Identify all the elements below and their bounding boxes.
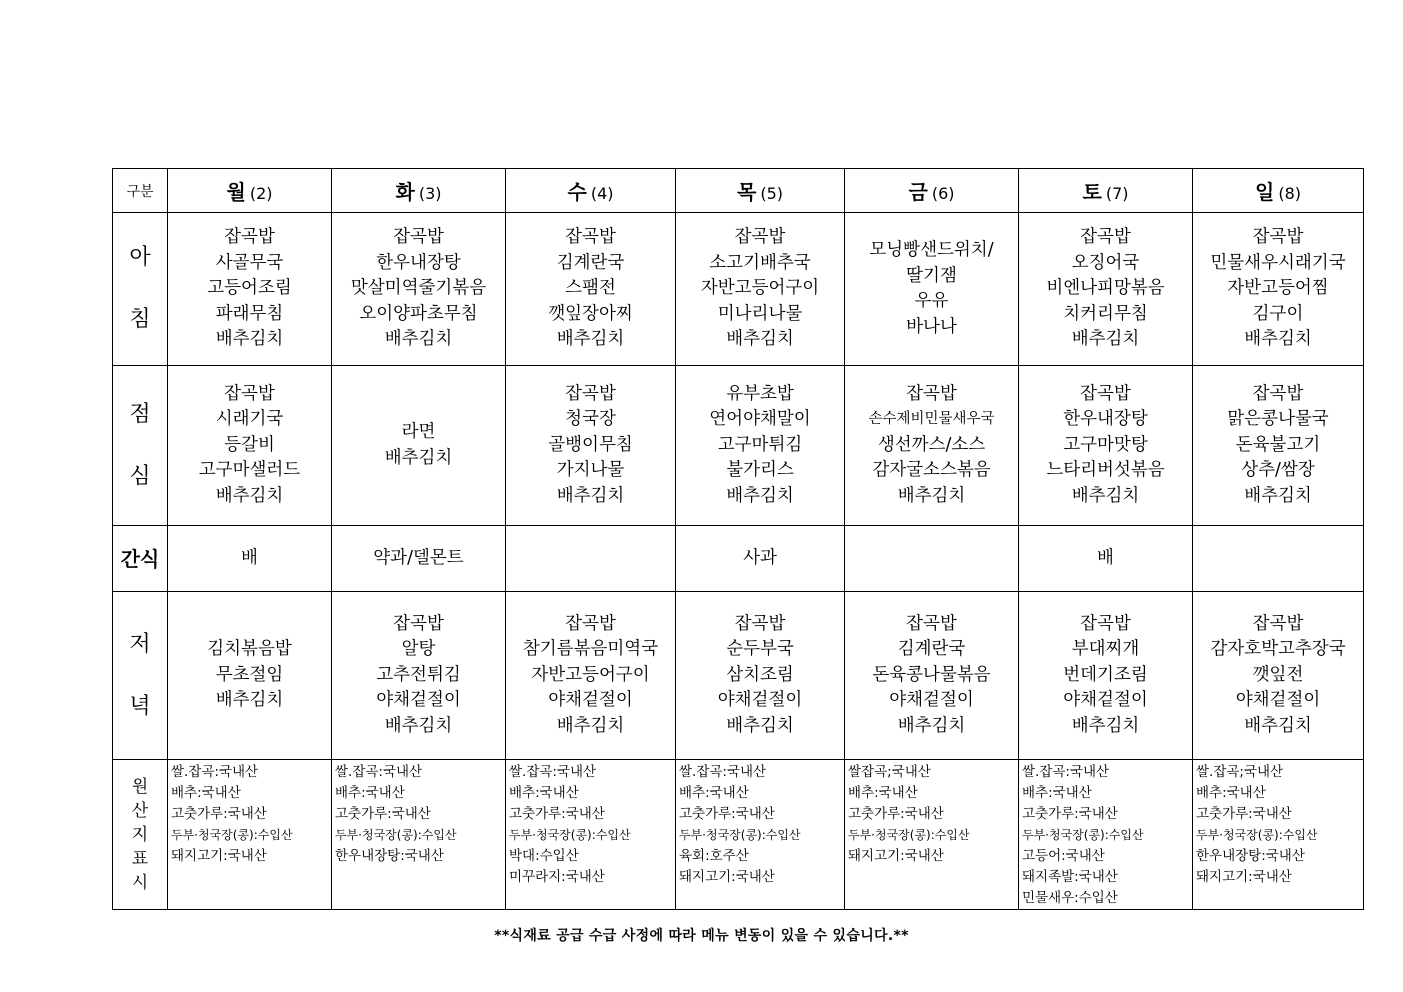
origin-line: 고춧가루:국내산: [1196, 806, 1292, 822]
menu-item: 야채겉절이: [548, 690, 633, 711]
origin-line: 배추:국내산: [1196, 785, 1266, 801]
lunch-cell: [1019, 366, 1193, 526]
snack-label: 간식: [113, 526, 168, 592]
origin-line: 두부·청국장(콩):수입산: [848, 828, 970, 842]
menu-item: 배추김치: [1071, 715, 1140, 736]
origin-line: 배추:국내산: [171, 785, 241, 801]
menu-item: 청국장: [565, 409, 616, 430]
menu-item: 느타리버섯볶음: [1046, 460, 1165, 481]
menu-item: 잡곡밥: [565, 383, 616, 404]
breakfast-cell: [168, 213, 332, 366]
origin-label: 원 산 지 표 시: [113, 760, 168, 910]
snack-cell: 약과/델몬트: [332, 526, 506, 592]
menu-item: 돈육콩나물볶음: [872, 664, 991, 685]
menu-item: 배추김치: [556, 329, 625, 350]
menu-item: 소고기배추국: [709, 252, 811, 273]
menu-item: 잡곡밥: [565, 613, 616, 634]
menu-item: 야채겉절이: [1063, 690, 1148, 711]
snack-cell: [506, 526, 676, 592]
origin-line: 배추:국내산: [335, 785, 405, 801]
menu-item: 배추김치: [556, 715, 625, 736]
menu-item: 스팸전: [565, 278, 616, 299]
breakfast-cell: [676, 213, 845, 366]
menu-item: 고구마튀김: [717, 434, 803, 455]
menu-item: 오징어국: [1071, 252, 1140, 273]
menu-item: 비엔나피망볶음: [1046, 278, 1165, 299]
day-header: 일 (8): [1193, 169, 1364, 213]
day-header: 화 (3): [332, 169, 506, 213]
origin-line: 고춧가루:국내산: [509, 806, 605, 822]
day-header: 토 (7): [1019, 169, 1193, 213]
origin-line: 돼지고기:국내산: [848, 848, 944, 864]
menu-item: 맛살미역줄기볶음: [350, 278, 487, 299]
dinner-cell: [845, 592, 1019, 760]
menu-item: 모닝빵샌드위치/: [869, 240, 994, 260]
origin-line: 고춧가루:국내산: [679, 806, 775, 822]
menu-item: 야채겉절이: [376, 690, 461, 711]
origin-line: 한우내장탕:국내산: [335, 848, 444, 864]
menu-item: 가지나물: [556, 460, 625, 481]
menu-item: 잡곡밥: [393, 613, 444, 634]
origin-line: 고춧가루:국내산: [171, 806, 267, 822]
lunch-cell: [1193, 366, 1364, 526]
menu-item: 번데기조림: [1063, 664, 1148, 685]
origin-line: 박대:수입산: [509, 848, 579, 864]
origin-line: 고등어:국내산: [1022, 848, 1105, 864]
breakfast-cell: [1193, 213, 1364, 366]
menu-item: 돈육불고기: [1235, 434, 1321, 455]
menu-item: 알탕: [401, 639, 436, 660]
snack-cell: [845, 526, 1019, 592]
menu-item: 한우내장탕: [376, 252, 461, 273]
lunch-cell: [332, 366, 506, 526]
origin-line: 돼지고기:국내산: [171, 848, 267, 864]
origin-line: 육회:호주산: [679, 848, 749, 864]
origin-line: 쌀.잡곡:국내산: [509, 764, 597, 780]
day-header: 목 (5): [676, 169, 845, 213]
lunch-cell: [168, 366, 332, 526]
lunch-row: [113, 366, 1364, 526]
dinner-row: [113, 592, 1364, 760]
snack-cell: [1193, 526, 1364, 592]
origin-line: 쌀.잡곡:국내산: [335, 764, 423, 780]
menu-item: 시래기국: [215, 409, 284, 430]
menu-item: 잡곡밥: [224, 383, 275, 404]
origin-cell: [845, 760, 1019, 910]
menu-item: 고추전튀김: [376, 664, 461, 685]
menu-item: 야채겉절이: [717, 690, 803, 711]
menu-item: 고등어조림: [207, 278, 292, 299]
breakfast-row: [113, 213, 1364, 366]
menu-item: 자반고등어찜: [1227, 278, 1329, 299]
menu-item: 깻잎장아찌: [548, 303, 633, 324]
dinner-cell: [332, 592, 506, 760]
menu-item: 잡곡밥: [1080, 227, 1131, 248]
snack-row: [113, 526, 1364, 592]
menu-item: 불가리스: [726, 460, 794, 481]
origin-row: [113, 760, 1364, 910]
snack-cell: 배: [168, 526, 332, 592]
origin-cell: [1193, 760, 1364, 910]
menu-item: 딸기잼: [906, 265, 957, 286]
menu-item: 김치볶음밥: [207, 639, 292, 660]
menu-item: 배추김치: [1244, 329, 1312, 350]
origin-line: 쌀.잡곡;국내산: [1196, 764, 1284, 780]
menu-item: 사골무국: [215, 252, 284, 273]
origin-line: 두부·청국장(콩):수입산: [1022, 828, 1144, 842]
breakfast-cell: [506, 213, 676, 366]
menu-item: 배추김치: [215, 690, 284, 711]
day-header: 월 (2): [168, 169, 332, 213]
menu-item: 자반고등어구이: [700, 278, 820, 299]
dinner-cell: [1193, 592, 1364, 760]
origin-cell: [168, 760, 332, 910]
menu-item: 잡곡밥: [1252, 613, 1304, 634]
menu-item: 잡곡밥: [734, 613, 786, 634]
dinner-cell: [168, 592, 332, 760]
origin-line: 쌀잡곡;국내산: [848, 764, 931, 780]
origin-line: 고춧가루:국내산: [335, 806, 431, 822]
weekly-menu-table: [112, 168, 1364, 910]
dinner-cell: [676, 592, 845, 760]
origin-line: 두부·청국장(콩):수입산: [171, 828, 293, 842]
origin-cell: [332, 760, 506, 910]
origin-line: 두부·청국장(콩):수입산: [679, 828, 801, 842]
day-header: 금 (6): [845, 169, 1019, 213]
origin-line: 고춧가루:국내산: [1022, 806, 1118, 822]
menu-item: 잡곡밥: [734, 227, 786, 248]
menu-item: 잡곡밥: [224, 227, 275, 248]
menu-item: 배추김치: [384, 329, 453, 350]
menu-item: 배추김치: [897, 715, 966, 736]
origin-cell: [676, 760, 845, 910]
menu-item: 한우내장탕: [1063, 409, 1148, 430]
menu-item: 생선까스/소스: [877, 434, 986, 455]
origin-line: 고춧가루:국내산: [848, 806, 944, 822]
menu-item: 잡곡밥: [1252, 383, 1304, 404]
origin-line: 한우내장탕:국내산: [1196, 848, 1305, 864]
menu-item: 감자호박고추장국: [1210, 639, 1346, 660]
menu-item: 유부초밥: [726, 383, 794, 404]
origin-line: 배추:국내산: [679, 785, 749, 801]
menu-item: 야채겉절이: [1235, 690, 1321, 711]
menu-item: 민물새우시래기국: [1210, 252, 1346, 273]
menu-item: 손수제비민물새우국: [868, 411, 995, 428]
dinner-label: 저 녁: [113, 592, 168, 760]
origin-line: 두부·청국장(콩):수입산: [1196, 828, 1318, 842]
snack-cell: 배: [1019, 526, 1193, 592]
menu-item: 배추김치: [215, 485, 284, 506]
breakfast-cell: [1019, 213, 1193, 366]
menu-item: 고구마맛탕: [1063, 434, 1148, 455]
menu-item: 배추김치: [726, 329, 794, 350]
lunch-label: 점 심: [113, 366, 168, 526]
menu-item: 잡곡밥: [1080, 383, 1131, 404]
menu-item: 바나나: [906, 316, 957, 337]
lunch-cell: [506, 366, 676, 526]
menu-item: 참기름볶음미역국: [522, 639, 659, 660]
menu-item: 미나리나물: [717, 303, 803, 324]
menu-item: 김계란국: [556, 252, 625, 273]
origin-line: 배추:국내산: [509, 785, 579, 801]
menu-item: 부대찌개: [1071, 639, 1140, 660]
menu-item: 김계란국: [897, 639, 966, 660]
menu-item: 순두부국: [726, 639, 794, 660]
menu-item: 잡곡밥: [906, 613, 957, 634]
origin-line: 두부·청국장(콩):수입산: [335, 828, 457, 842]
menu-item: 잡곡밥: [565, 227, 616, 248]
menu-item: 배추김치: [726, 485, 794, 506]
origin-line: 민물새우:수입산: [1022, 890, 1118, 906]
menu-item: 배추김치: [384, 447, 453, 468]
dinner-cell: [506, 592, 676, 760]
menu-item: 잡곡밥: [906, 383, 957, 404]
origin-line: 미꾸라지:국내산: [509, 869, 605, 885]
menu-item: 파래무침: [215, 303, 284, 324]
menu-item: 고구마샐러드: [198, 460, 301, 481]
day-header: 수 (4): [506, 169, 676, 213]
origin-line: 돼지고기:국내산: [679, 869, 775, 885]
category-header: 구분: [113, 169, 168, 213]
dinner-cell: [1019, 592, 1193, 760]
menu-item: 배추김치: [1244, 485, 1312, 506]
menu-item: 잡곡밥: [393, 227, 444, 248]
breakfast-cell: [845, 213, 1019, 366]
origin-cell: [1019, 760, 1193, 910]
breakfast-label: 아 침: [113, 213, 168, 366]
origin-cell: [506, 760, 676, 910]
origin-line: 배추:국내산: [848, 785, 918, 801]
lunch-cell: [845, 366, 1019, 526]
menu-item: 야채겉절이: [889, 690, 974, 711]
menu-item: 감자굴소스볶음: [872, 460, 991, 481]
header-row: [113, 169, 1364, 213]
menu-item: 잡곡밥: [1080, 613, 1131, 634]
menu-item: 배추김치: [1071, 485, 1140, 506]
origin-line: 배추:국내산: [1022, 785, 1092, 801]
menu-item: 무초절임: [215, 664, 284, 685]
menu-item: 깻잎전: [1252, 664, 1304, 685]
menu-item: 골뱅이무침: [548, 434, 633, 455]
menu-item: 배추김치: [1071, 329, 1140, 350]
menu-item: 라면: [401, 422, 436, 442]
menu-item: 배추김치: [556, 485, 625, 506]
menu-item: 맑은콩나물국: [1227, 409, 1329, 430]
menu-item: 잡곡밥: [1252, 227, 1304, 248]
origin-line: 두부·청국장(콩):수입산: [509, 828, 631, 842]
menu-item: 치커리무침: [1063, 303, 1148, 324]
menu-item: 우유: [914, 291, 949, 311]
menu-item: 자반고등어구이: [531, 664, 650, 685]
lunch-cell: [676, 366, 845, 526]
menu-item: 배추김치: [726, 715, 794, 736]
menu-item: 오이양파초무침: [359, 303, 478, 324]
menu-item: 김구이: [1252, 303, 1304, 324]
origin-line: 쌀.잡곡:국내산: [171, 764, 259, 780]
origin-line: 돼지고기:국내산: [1196, 869, 1292, 885]
origin-line: 쌀.잡곡:국내산: [679, 764, 767, 780]
menu-item: 연어야채말이: [709, 409, 811, 430]
menu-item: 배추김치: [384, 715, 453, 736]
origin-line: 돼지족발:국내산: [1022, 869, 1118, 885]
footnote: **식재료 공급 수급 사정에 따라 메뉴 변동이 있을 수 있습니다.**: [494, 928, 909, 944]
origin-line: 쌀.잡곡:국내산: [1022, 764, 1110, 780]
menu-item: 삼치조림: [726, 664, 794, 685]
menu-item: 배추김치: [897, 485, 966, 506]
menu-item: 배추김치: [215, 329, 284, 350]
menu-item: 등갈비: [224, 434, 275, 455]
breakfast-cell: [332, 213, 506, 366]
snack-cell: 사과: [676, 526, 845, 592]
menu-item: 배추김치: [1244, 715, 1312, 736]
menu-item: 상추/쌈장: [1241, 460, 1315, 481]
